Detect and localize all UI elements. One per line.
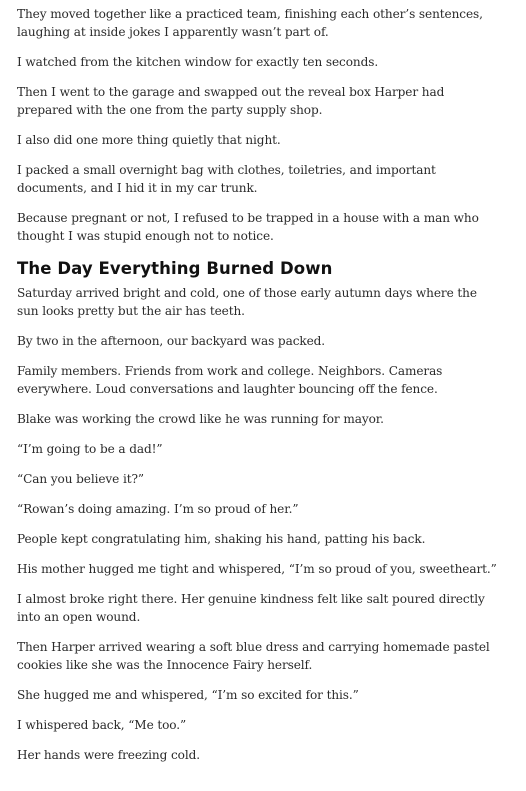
paragraph: Family members. Friends from work and college. Neighbors. Cameras everywhere. Loud conversations and laughter bouncing off the fence. — [17, 364, 443, 396]
quote-paragraph: “I’m going to be a dad!” — [17, 442, 163, 456]
paragraph: Blake was working the crowd like he was running for mayor. — [17, 412, 384, 426]
paragraph: People kept congratulating him, shaking his hand, patting his back. — [17, 532, 426, 546]
paragraph: I watched from the kitchen window for exactly ten seconds. — [17, 55, 379, 69]
quote-paragraph: “Can you believe it?” — [17, 472, 144, 486]
paragraph: His mother hugged me tight and whispered, “I’m so proud of you, sweetheart.” — [17, 562, 497, 576]
section-heading: The Day Everything Burned Down — [17, 259, 333, 278]
article-body — [17, 0, 497, 764]
paragraph: Because pregnant or not, I refused to be trapped in a house with a man who thought I was stupid enough not to notice. — [17, 211, 479, 243]
paragraph: I whispered back, “Me too.” — [17, 718, 187, 732]
paragraph: Her hands were freezing cold. — [17, 748, 200, 762]
paragraph: They moved together like a practiced team, finishing each other’s sentences, laughing at inside jokes I apparently wasn’t part of. — [17, 7, 483, 39]
paragraph: Then Harper arrived wearing a soft blue dress and carrying homemade pastel cookies like she was the Innocence Fairy herself. — [17, 640, 490, 672]
paragraph: Then I went to the garage and swapped out the reveal box Harper had prepared with the one from the party supply shop. — [17, 85, 445, 117]
paragraph: Saturday arrived bright and cold, one of those early autumn days where the sun looks pretty but the air has teeth. — [17, 286, 477, 318]
paragraph: By two in the afternoon, our backyard was packed. — [17, 334, 326, 348]
quote-paragraph: “Rowan’s doing amazing. I’m so proud of her.” — [17, 502, 299, 516]
paragraph: She hugged me and whispered, “I’m so excited for this.” — [17, 688, 359, 702]
paragraph: I also did one more thing quietly that night. — [17, 133, 281, 147]
paragraph: I almost broke right there. Her genuine kindness felt like salt poured directly into an open wound. — [17, 592, 485, 624]
paragraph: I packed a small overnight bag with clothes, toiletries, and important documents, and I hid it in my car trunk. — [17, 163, 436, 195]
